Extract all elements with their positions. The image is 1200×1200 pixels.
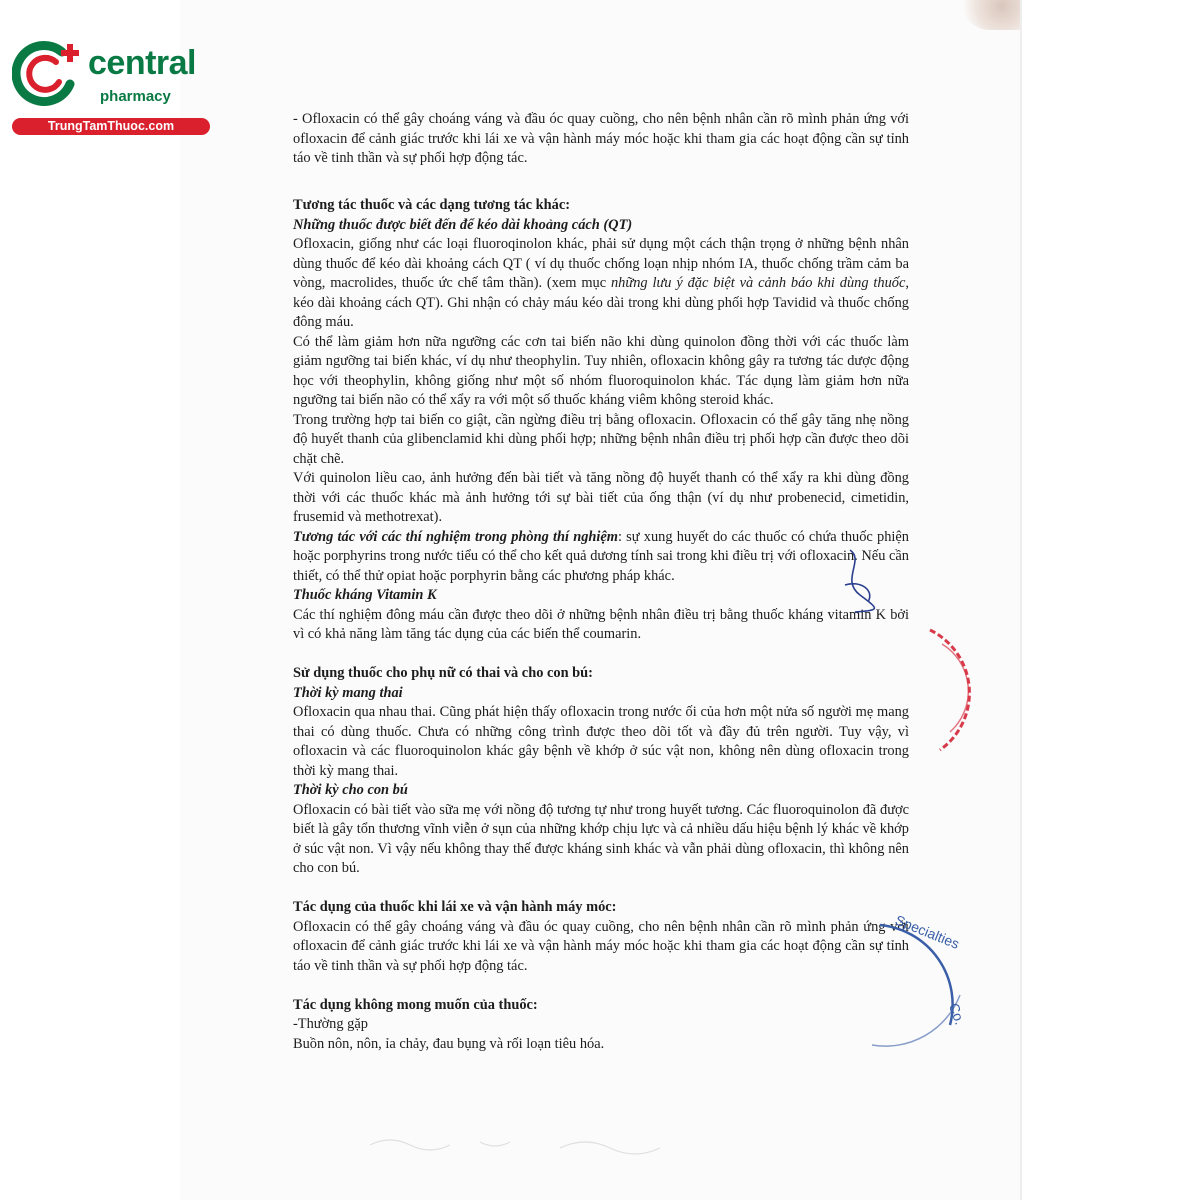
qt-text-1: Ofloxacin, giống như các loại fluoroqinolon khác, phải sử dụng một cách thận trọng ở những bệnh nhân dùng thuốc để kéo dài khoảng cách QT ( ví dụ thuốc chống loạn nhịp nhóm IA, thuốc chống trầm cảm ba vòng, macrolides, thuốc ức chế tâm thần). (xem mục: [293, 236, 909, 291]
red-stamp: [920, 620, 1000, 760]
paragraph-pregnant: Ofloxacin qua nhau thai. Cũng phát hiện thấy ofloxacin trong nước ối của hơn một nửa số người mẹ mang thai có dùng thuốc. Chưa có những công trình được theo dõi tốt và đầy đủ trên người. Tuy vậy, vì ofloxacin và các fluoroquinolon khác gây bệnh về khớp ở súc vật non, không nên dùng ofloxacin trong thời kỳ mang thai.: [293, 704, 909, 779]
heading-adverse: Tác dụng không mong muốn của thuốc:: [293, 996, 538, 1013]
subheading-pregnant: Thời kỳ mang thai: [293, 684, 403, 701]
website-badge[interactable]: TrungTamThuoc.com: [12, 118, 210, 135]
heading-interactions: Tương tác thuốc và các dạng tương tác khác:: [293, 197, 571, 213]
subheading-qt: Những thuốc được biết đến để kéo dài khoảng cách (QT): [293, 216, 633, 233]
paragraph-breastfeed: Ofloxacin có bài tiết vào sữa mẹ với nồng độ tương tự như trong huyết tương. Các fluoroquinolon đã được biết là gây tổn thương vĩnh viễn ở sụn của những khớp chịu lực và cả nhiều dấu hiệu bệnh lý khác về khớp ở súc vật non. Vì vậy nếu không thay thế được kháng sinh khác và vẫn phải dùng ofloxacin, thì không nên cho con bú.: [293, 801, 909, 876]
bleed-through-marks: [360, 1130, 740, 1160]
paragraph-high-dose: Với quinolon liều cao, ảnh hưởng đến bài tiết và tăng nồng độ huyết thanh có thể xẩy ra khi dùng đồng thời với các thuốc khác mà ảnh hưởng tới sự bài tiết của ống thận (ví dụ như probenecid, cimetidin, frusemid và methotrexat).: [293, 470, 909, 525]
qt-text-2: , kéo dài khoảng cách QT). Ghi nhận có chảy máu kéo dài trong khi dùng phối hợp Tavidid và thuốc chống đông máu.: [293, 275, 909, 330]
brand-logo[interactable]: [12, 38, 212, 138]
paragraph-convulsion: Trong trường hợp tai biến co giật, cần ngừng điều trị bằng ofloxacin. Ofloxacin có thể gây tăng nhẹ nồng độ huyết thanh của glibenclamid khi dùng phối hợp; những bệnh nhân điều trị phối hợp cần được theo dõi chặt chẽ.: [293, 411, 909, 467]
paragraph-qt: [293, 235, 909, 333]
lab-text: : sự xung huyết do các thuốc có chứa thuốc phiện hoặc porphyrins trong nước tiểu có thể cho kết quả dương tính sai trong khi điều trị với ofloxacin. Nếu cần thiết, có thể thử opiat hoặc porphyrin bằng các phương pháp khác.: [293, 528, 909, 584]
paragraph-common: Buồn nôn, nôn, ỉa chảy, đau bụng và rối loạn tiêu hóa.: [293, 1035, 605, 1052]
svg-text:Specialties: Specialties: [892, 911, 962, 952]
blue-stamp: [860, 905, 970, 1065]
paper-stain: [960, 0, 1020, 30]
paragraph-vitamin-k: Các thí nghiệm đông máu cần được theo dõi ở những bệnh nhân điều trị bằng thuốc kháng vitamin K bởi vì có khả năng làm tăng tác dụng của các biến thể coumarin.: [293, 606, 909, 642]
svg-text:Co.: Co.: [945, 1000, 969, 1027]
paragraph-lab: [293, 528, 909, 587]
paragraph-dizziness: - Ofloxacin có thể gây choáng váng và đầu óc quay cuồng, cho nên bệnh nhân cần rõ mình phản ứng với ofloxacin để cảnh giác trước khi lái xe và vận hành máy móc hoặc khi tham gia các hoạt động cần sự tỉnh táo về tinh thần và sự phối hợp động tác.: [293, 111, 909, 166]
signature-mark: [820, 540, 900, 620]
label-common: -Thường gặp: [293, 1016, 368, 1032]
qt-text-italic: những lưu ý đặc biệt và cảnh báo khi dùng thuốc: [610, 275, 906, 291]
logo-mark-icon: [12, 38, 84, 110]
brand-name: central: [88, 44, 196, 82]
document-body: [293, 110, 909, 1054]
subheading-vitamin-k: Thuốc kháng Vitamin K: [293, 587, 437, 603]
paragraph-seizure: Có thể làm giảm hơn nữa ngưỡng các cơn tai biến não khi dùng quinolon đồng thời với các thuốc làm giảm ngưỡng tai biến khác, ví dụ như theophylin. Tuy nhiên, ofloxacin không gây ra tương tác dược động học với theophylin, không giống như một số nhóm fluoroquinolon khác. Tác dụng làm giảm hơn nữa ngưỡng tai biến não có thể xẩy ra với một số thuốc kháng viêm không steroid khác.: [293, 333, 909, 408]
heading-driving: Tác dụng của thuốc khi lái xe và vận hành máy móc:: [293, 899, 617, 915]
heading-pregnancy: Sử dụng thuốc cho phụ nữ có thai và cho con bú:: [293, 665, 593, 681]
paragraph-driving: Ofloxacin có thể gây choáng váng và đầu óc quay cuồng, cho nên bệnh nhân cần rõ mình phản ứng với ofloxacin để cảnh giác trước khi lái xe và vận hành máy móc hoặc khi tham gia các hoạt động cần sự tỉnh táo về tinh thần và sự phối hợp động tác.: [293, 918, 909, 974]
brand-subtitle: pharmacy: [100, 88, 171, 105]
subheading-breastfeed: Thời kỳ cho con bú: [293, 782, 408, 798]
subheading-lab: Tương tác với các thí nghiệm trong phòng thí nghiệm: [293, 528, 618, 545]
